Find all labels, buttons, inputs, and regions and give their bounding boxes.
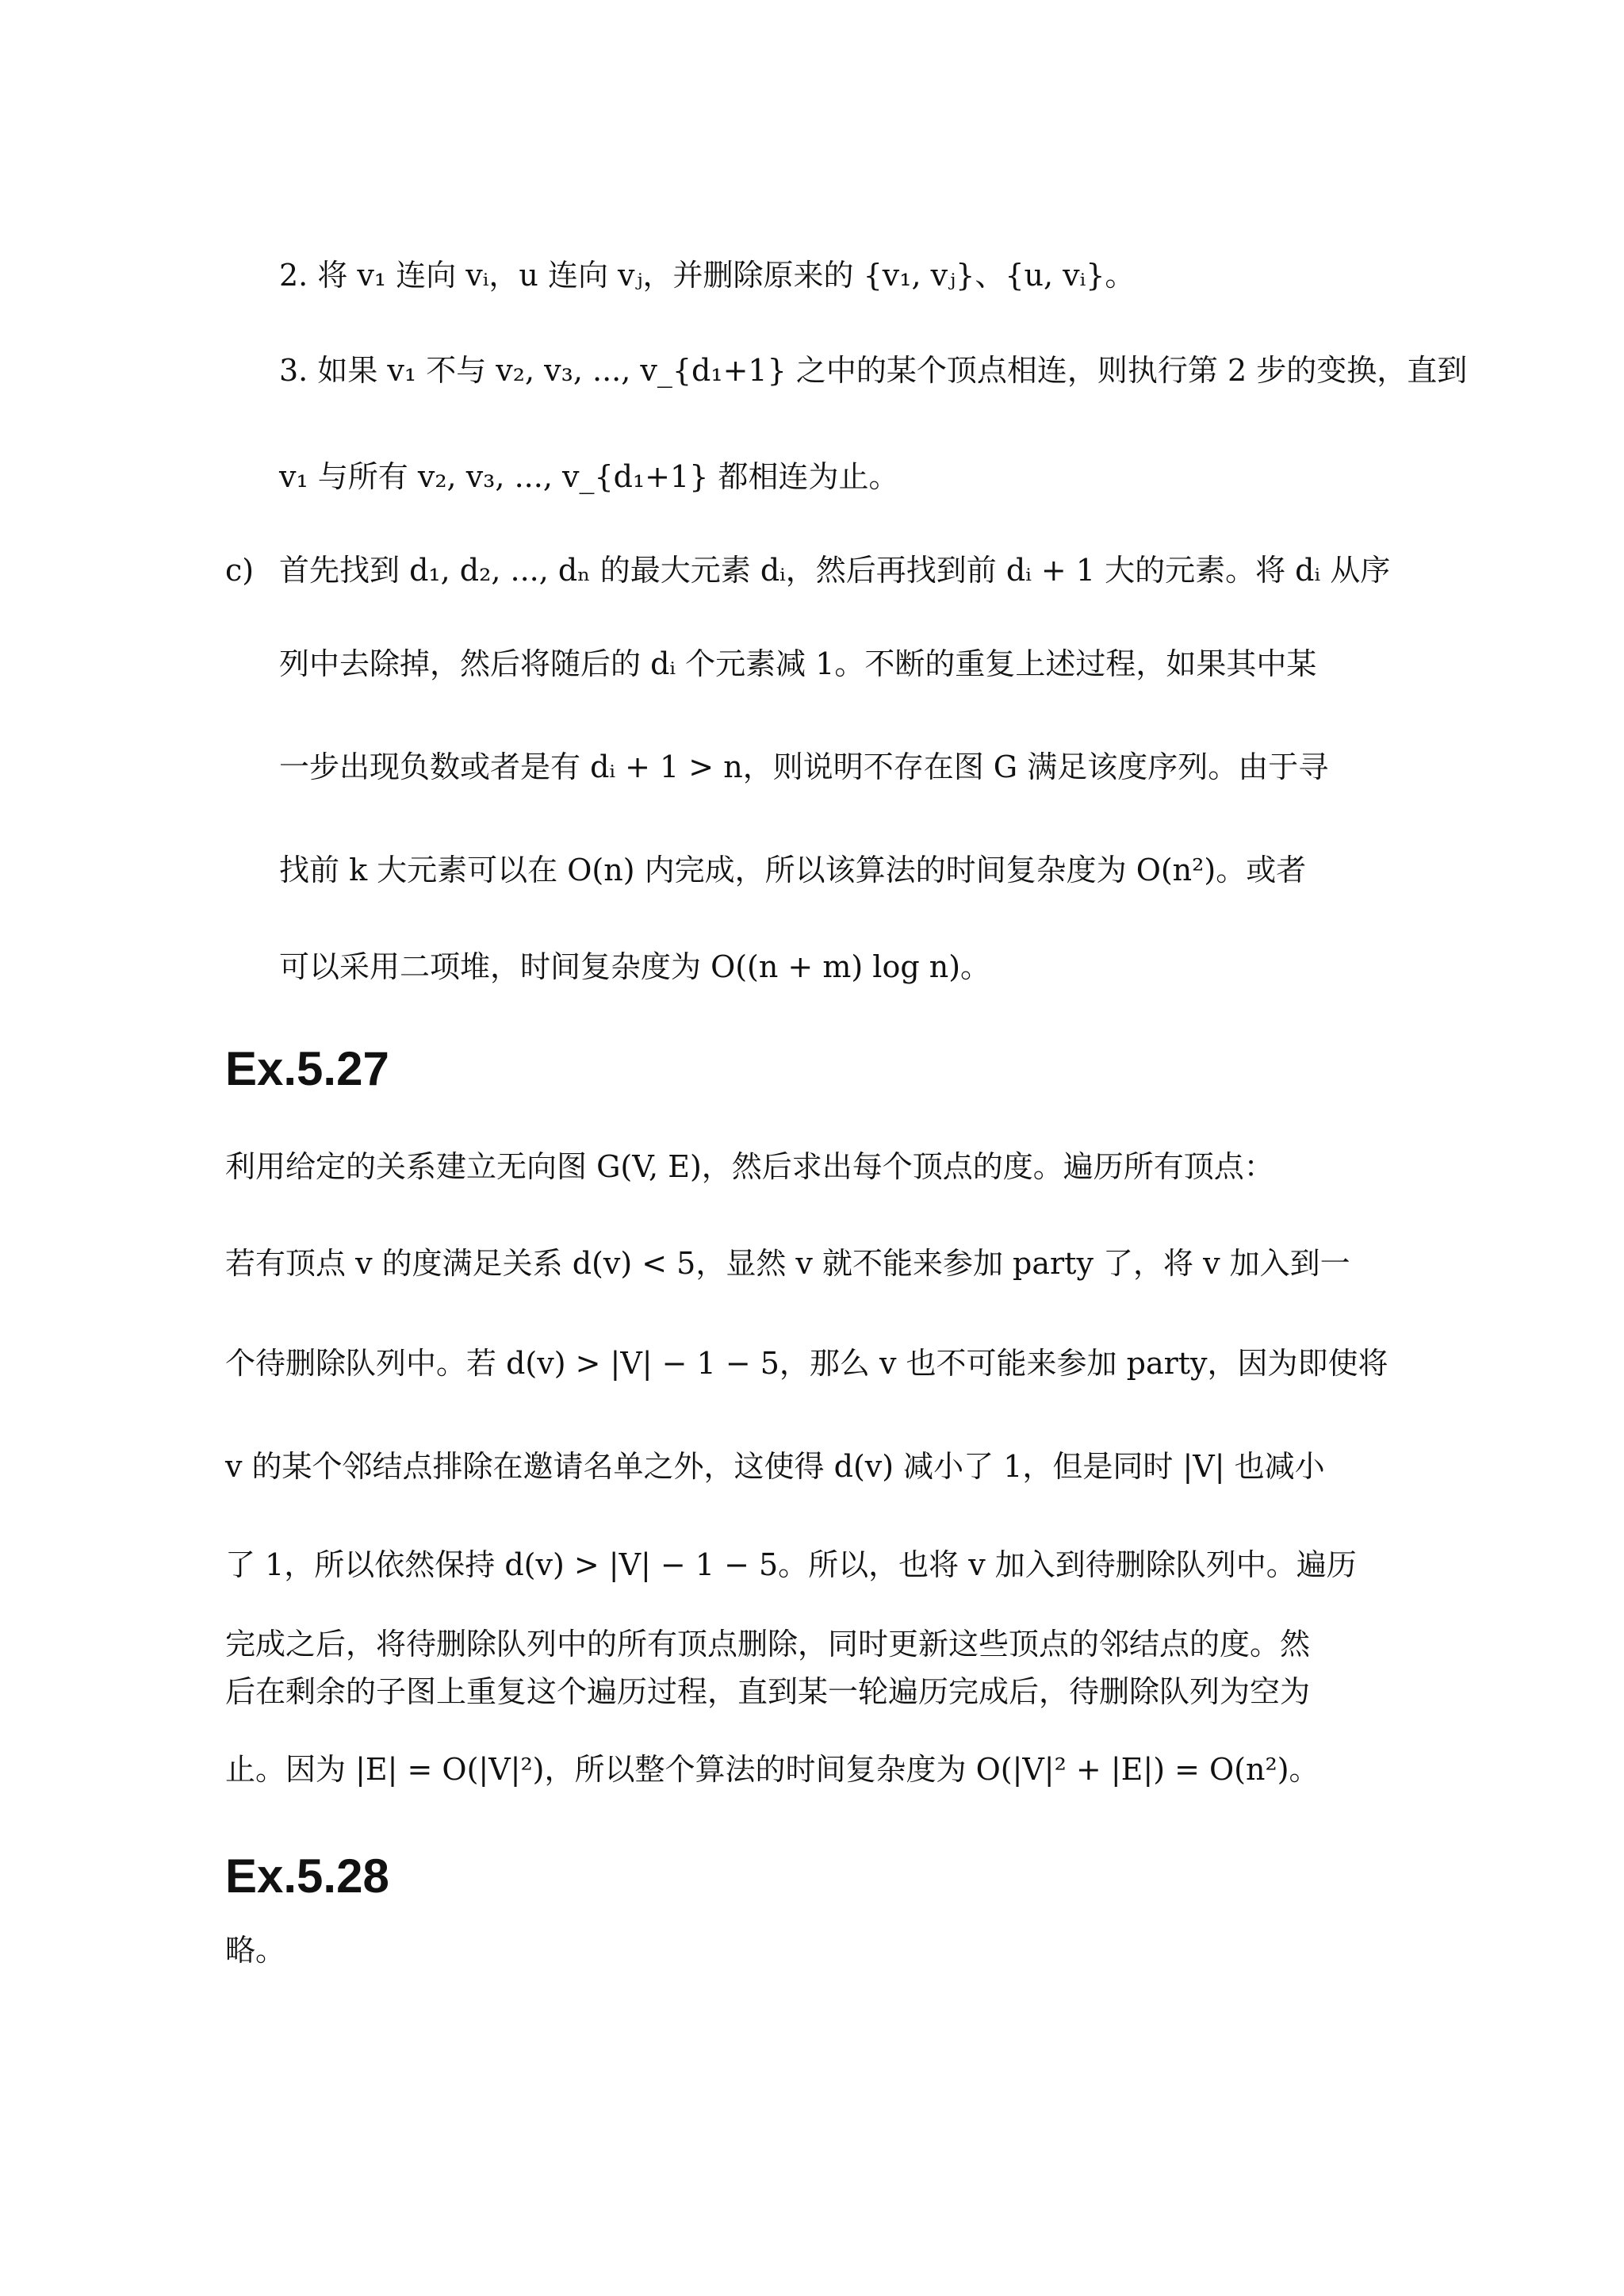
ex527-line-3: 个待删除队列中。若 d(v) > |V| − 1 − 5，那么 v 也不可能来参加 party，因为即使将	[225, 1346, 1388, 1381]
section-heading-ex-5-28: Ex.5.28	[225, 1849, 389, 1903]
ex527-line-1: 利用给定的关系建立无向图 G(V, E)，然后求出每个顶点的度。遍历所有顶点：	[225, 1149, 1274, 1184]
ex527-line-8: 止。因为 |E| = O(|V|²)，所以整个算法的时间复杂度为 O(|V|² + |E|) = O(n²)。	[225, 1752, 1320, 1787]
ex527-line-6: 完成之后，将待删除队列中的所有顶点删除，同时更新这些顶点的邻结点的度。然	[225, 1627, 1311, 1662]
item-c-line-2: 列中去除掉，然后将随后的 dᵢ 个元素减 1。不断的重复上述过程，如果其中某	[279, 646, 1317, 681]
list-item-step-3-line-2: v₁ 与所有 v₂, v₃, ..., v_{d₁+1} 都相连为止。	[279, 459, 899, 494]
ex527-line-5: 了 1，所以依然保持 d(v) > |V| − 1 − 5。所以，也将 v 加入到待删除队列中。遍历	[225, 1547, 1357, 1582]
ex527-line-7: 后在剩余的子图上重复这个遍历过程，直到某一轮遍历完成后，待删除队列为空为	[225, 1674, 1311, 1709]
section-heading-ex-5-27: Ex.5.27	[225, 1042, 389, 1095]
list-item-step-2: 2. 将 v₁ 连向 vᵢ，u 连向 vⱼ，并删除原来的 {v₁, vⱼ}、{u, vᵢ}。	[279, 258, 1136, 293]
item-c-line-3: 一步出现负数或者是有 dᵢ + 1 > n，则说明不存在图 G 满足该度序列。由于寻	[279, 749, 1329, 784]
item-c-line-4: 找前 k 大元素可以在 O(n) 内完成，所以该算法的时间复杂度为 O(n²)。或者	[279, 853, 1307, 887]
item-c-line-5: 可以采用二项堆，时间复杂度为 O((n + m) log n)。	[279, 949, 991, 984]
list-item-step-3-line-1: 3. 如果 v₁ 不与 v₂, v₃, ..., v_{d₁+1} 之中的某个顶点相连，则执行第 2 步的变换，直到	[279, 353, 1468, 388]
item-c-label: c)	[225, 553, 255, 588]
ex527-line-4: v 的某个邻结点排除在邀请名单之外，这使得 d(v) 减小了 1，但是同时 |V| 也减小	[225, 1449, 1325, 1484]
ex527-line-2: 若有顶点 v 的度满足关系 d(v) < 5，显然 v 就不能来参加 party 了，将 v 加入到一	[225, 1246, 1350, 1281]
item-c-line-1: 首先找到 d₁, d₂, ..., dₙ 的最大元素 dᵢ，然后再找到前 dᵢ + 1 大的元素。将 dᵢ 从序	[279, 553, 1391, 588]
ex528-body: 略。	[225, 1933, 286, 1968]
